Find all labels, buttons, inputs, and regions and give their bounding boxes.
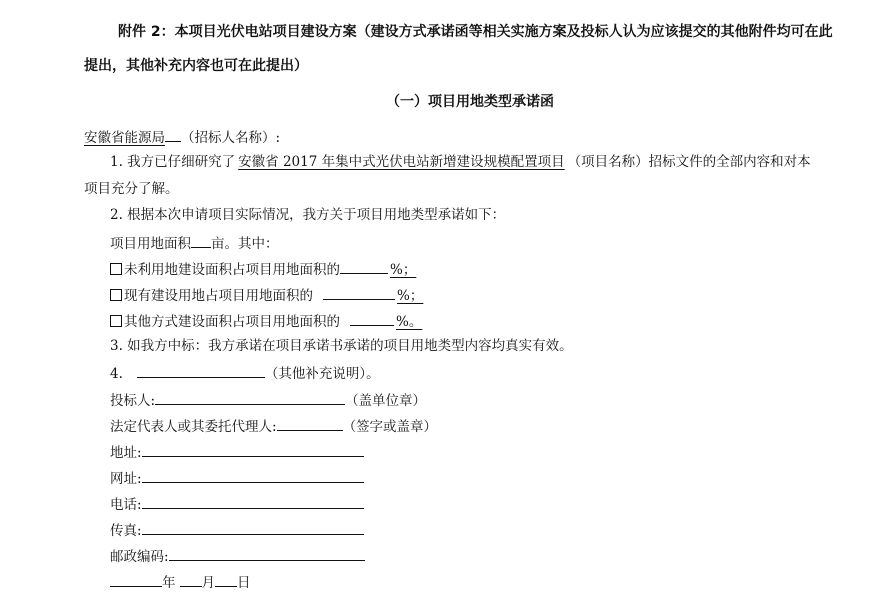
date-line (110, 572, 251, 592)
bidder-label: 投标人: (110, 393, 156, 409)
unused-land-percent-field[interactable] (340, 259, 388, 274)
bidder-field[interactable] (155, 390, 345, 405)
paragraph-4 (110, 363, 380, 383)
recipient-name: 安徽省能源局 (84, 130, 165, 146)
year-field[interactable] (110, 572, 162, 587)
existing-land-label: 现有建设用地占项目用地面积的 (124, 288, 313, 304)
phone-line (110, 494, 364, 514)
document-header-line1: 附件 2：本项目光伏电站项目建设方案（建设方式承诺函等相关实施方案及投标人认为应该提交的其他附件均可在此 (118, 24, 833, 40)
day-label: 日 (237, 575, 251, 591)
bidder-note: （盖单位章） (345, 393, 427, 409)
address-field[interactable] (142, 442, 364, 457)
other-land-label: 其他方式建设面积占项目用地面积的 (124, 314, 340, 330)
month-field[interactable] (180, 572, 202, 587)
representative-field[interactable] (277, 416, 343, 431)
postcode-field[interactable] (169, 546, 365, 561)
other-land-percent-field[interactable] (350, 311, 394, 326)
unused-land-label: 未利用地建设面积占项目用地面积的 (124, 262, 340, 278)
paragraph-1-line1 (110, 153, 811, 171)
land-option-1 (110, 259, 416, 279)
recipient-suffix: （招标人名称）: (181, 130, 281, 146)
representative-note: （签字或盖章） (342, 419, 438, 435)
day-field[interactable] (215, 572, 237, 587)
existing-land-checkbox[interactable] (110, 289, 122, 301)
representative-label: 法定代表人或其委托代理人: (110, 419, 277, 435)
other-land-checkbox[interactable] (110, 315, 122, 327)
postcode-line (110, 546, 365, 566)
website-field[interactable] (142, 468, 364, 483)
postcode-label: 邮政编码: (110, 549, 169, 565)
section-title: （一）项目用地类型承诺函 (386, 94, 554, 110)
representative-line (110, 416, 437, 436)
paragraph-1-suffix: （项目名称）招标文件的全部内容和对本 (567, 154, 811, 170)
year-label: 年 (162, 575, 176, 591)
land-area-label: 项目用地面积 (110, 236, 191, 252)
paragraph-1-prefix: 1. 我方已仔细研究了 (110, 154, 236, 170)
month-label: 月 (201, 575, 215, 591)
land-area-field[interactable] (191, 233, 211, 248)
land-area-line (110, 233, 279, 253)
website-line (110, 468, 364, 488)
address-line (110, 442, 364, 462)
fax-line (110, 520, 364, 540)
supplement-field[interactable] (137, 363, 265, 378)
land-area-suffix: 亩。其中： (211, 236, 279, 252)
phone-field[interactable] (142, 494, 364, 509)
recipient-line (84, 127, 280, 147)
paragraph-3: 3. 如我方中标：我方承诺在项目承诺书承诺的项目用地类型内容均真实有效。 (110, 338, 573, 354)
paragraph-4-suffix: （其他补充说明）。 (264, 366, 380, 382)
existing-land-suffix: %； (397, 288, 424, 304)
land-option-3 (110, 311, 422, 331)
other-land-suffix: %。 (396, 314, 423, 330)
paragraph-2: 2. 根据本次申请项目实际情况，我方关于项目用地类型承诺如下： (110, 207, 506, 223)
address-label: 地址: (110, 445, 142, 461)
website-label: 网址: (110, 471, 142, 487)
phone-label: 电话: (110, 497, 142, 513)
project-name: 安徽省 2017 年集中式光伏电站新增建设规模配置项目 (238, 154, 565, 170)
unused-land-suffix: %； (390, 262, 417, 278)
existing-land-percent-field[interactable] (323, 285, 395, 300)
paragraph-1-line2: 项目充分了解。 (84, 181, 179, 197)
paragraph-4-prefix: 4. (110, 366, 123, 382)
fax-label: 传真: (110, 523, 142, 539)
unused-land-checkbox[interactable] (110, 263, 122, 275)
bidder-line (110, 390, 426, 410)
fax-field[interactable] (142, 520, 364, 535)
land-option-2 (110, 285, 423, 305)
document-header-line2: 提出，其他补充内容也可在此提出） (84, 58, 308, 74)
